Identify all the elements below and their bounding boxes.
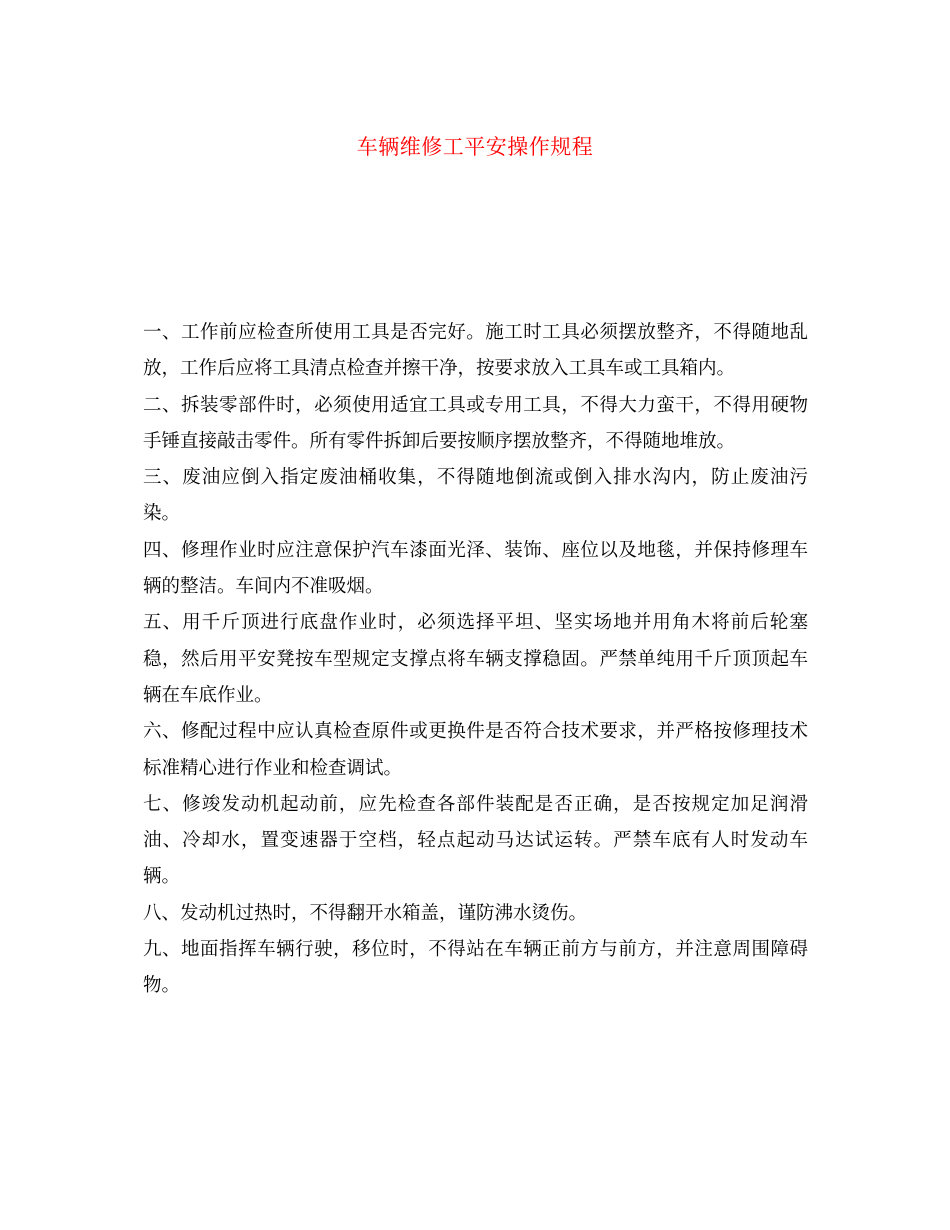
document-body xyxy=(143,315,808,1005)
paragraph-4: 四、修理作业时应注意保护汽车漆面光泽、装饰、座位以及地毯，并保持修理车辆的整洁。车间内不准吸烟。 xyxy=(143,539,808,598)
paragraph-7: 七、修竣发动机起动前，应先检查各部件装配是否正确，是否按规定加足润滑油、冷却水，置变速器于空档，轻点起动马达试运转。严禁车底有人时发动车辆。 xyxy=(143,793,808,888)
document-title: 车辆维修工平安操作规程 xyxy=(356,135,594,159)
paragraph-9: 九、地面指挥车辆行驶，移位时，不得站在车辆正前方与前方，并注意周围障碍物。 xyxy=(143,939,808,997)
paragraph-2: 二、拆装零部件时，必须使用适宜工具或专用工具，不得大力蛮干，不得用硬物手锤直接敲击零件。所有零件拆卸后要按顺序摆放整齐，不得随地堆放。 xyxy=(143,394,808,452)
paragraph-1: 一、工作前应检查所使用工具是否完好。施工时工具必须摆放整齐，不得随地乱放，工作后应将工具清点检查并擦干净，按要求放入工具车或工具箱内。 xyxy=(143,322,808,380)
paragraph-6: 六、修配过程中应认真检查原件或更换件是否符合技术要求，并严格按修理技术标准精心进行作业和检查调试。 xyxy=(143,721,808,779)
paragraph-3: 三、废油应倒入指定废油桶收集，不得随地倒流或倒入排水沟内，防止废油污染。 xyxy=(143,467,808,525)
paragraph-5: 五、用千斤顶进行底盘作业时，必须选择平坦、坚实场地并用角木将前后轮塞稳，然后用平安凳按车型规定支撑点将车辆支撑稳固。严禁单纯用千斤顶顶起车辆在车底作业。 xyxy=(143,612,808,706)
paragraph-8: 八、发动机过热时，不得翻开水箱盖，谨防沸水烫伤。 xyxy=(143,902,588,924)
